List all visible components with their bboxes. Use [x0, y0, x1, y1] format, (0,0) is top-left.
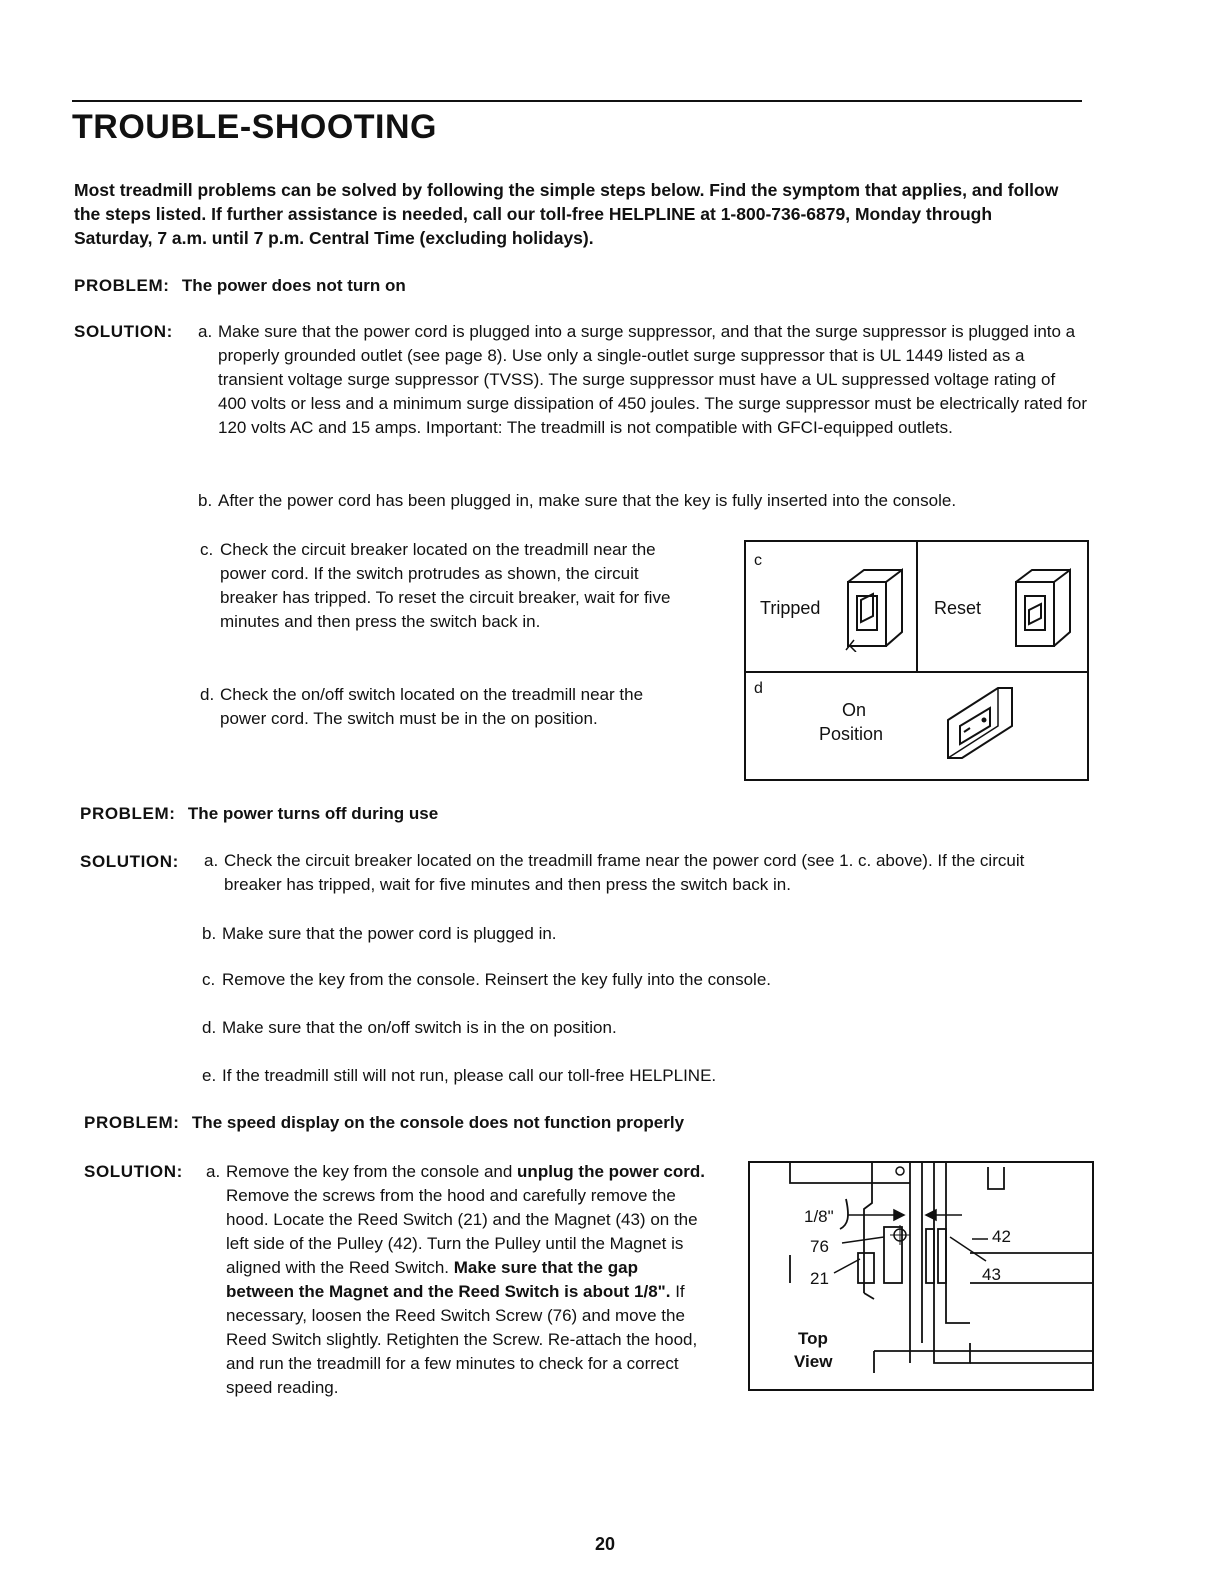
- top-view-label-2: View: [794, 1352, 833, 1371]
- problem-1-heading: [74, 276, 406, 296]
- problem-label: PROBLEM:: [74, 276, 170, 295]
- step-letter: d.: [200, 685, 215, 704]
- solution-3-label: SOLUTION:: [84, 1162, 183, 1181]
- problem-2-title: The power turns off during use: [187, 804, 439, 823]
- step-letter: e.: [202, 1066, 217, 1085]
- switch-figure: [744, 540, 1089, 781]
- step-text: Make sure that the power cord is plugged in.: [222, 924, 557, 943]
- problem-1-step-c: [200, 538, 675, 634]
- part-42-label: 42: [992, 1227, 1011, 1246]
- solution-2-label: SOLUTION:: [80, 852, 179, 871]
- reed-switch-figure: [748, 1161, 1094, 1391]
- step-text: Remove the key from the console. Reinsert the key fully into the console.: [222, 970, 771, 989]
- figure-divider-vertical: [916, 542, 918, 672]
- step-letter: a.: [204, 851, 219, 870]
- problem-3-title: The speed display on the console does not function properly: [191, 1113, 685, 1132]
- step-text: Check the circuit breaker located on the treadmill frame near the power cord (see 1. c. above). If the circuit breaker has tripped, wait for five minutes and then press the switch back in.: [224, 851, 1025, 894]
- step-letter: a.: [206, 1162, 221, 1181]
- step-letter: b.: [198, 491, 213, 510]
- step-letter: b.: [202, 924, 217, 943]
- header-rule: [72, 100, 1082, 102]
- step-text: [226, 1160, 706, 1400]
- top-view-label-1: Top: [798, 1329, 828, 1348]
- problem-2-step-c: [202, 968, 1082, 992]
- on-label: On: [842, 700, 867, 720]
- step-letter: a.: [198, 322, 213, 341]
- page-title: TROUBLE-SHOOTING: [72, 108, 437, 146]
- solution-1-label: SOLUTION:: [74, 322, 173, 341]
- intro-paragraph: Most treadmill problems can be solved by following the simple steps below. Find the symptom that applies, and follow the steps listed. If further assistance is needed, call our toll-free HELPLINE at 1-800-736-6879, Monday through Saturday, 7 a.m. until 7 p.m. Central Time (excluding holidays).: [74, 180, 1059, 248]
- step-letter: c.: [200, 540, 214, 559]
- reset-label: Reset: [934, 598, 982, 618]
- problem-1-step-d: [200, 683, 685, 731]
- step-text: Make sure that the on/off switch is in the on position.: [222, 1018, 617, 1037]
- problem-2-heading: [80, 804, 438, 824]
- problem-3-step-a: [206, 1160, 706, 1400]
- problem-1-step-b: [198, 489, 1088, 513]
- step-text: If the treadmill still will not run, please call our toll-free HELPLINE.: [222, 1066, 717, 1085]
- on-off-switch-icon: [942, 682, 1018, 764]
- problem-2-step-d: [202, 1016, 1082, 1040]
- problem-2-step-a: [204, 849, 1084, 897]
- step-text: Check the on/off switch located on the treadmill near the power cord. The switch must be in the on position.: [220, 685, 644, 728]
- page-number: 20: [594, 1534, 616, 1554]
- problem-label: PROBLEM:: [80, 804, 176, 823]
- reset-switch-icon: [1010, 566, 1076, 652]
- tripped-label: Tripped: [760, 598, 821, 618]
- problem-1-title: The power does not turn on: [181, 276, 406, 295]
- part-43-label: 43: [982, 1265, 1001, 1284]
- step-text: Check the circuit breaker located on the treadmill near the power cord. If the switch protrudes as shown, the circuit breaker has tripped. To reset the circuit breaker, wait for five minutes and then press the switch back in.: [220, 540, 671, 631]
- problem-1-step-a: [198, 320, 1088, 440]
- step-letter: c.: [202, 970, 216, 989]
- part-21-label: 21: [810, 1269, 829, 1288]
- problem-2-step-e: [202, 1064, 1082, 1088]
- problem-label: PROBLEM:: [84, 1113, 180, 1132]
- step-text-bold: Make sure that the gap between the Magnet and the Reed Switch is about 1/8".: [226, 1258, 671, 1301]
- step-letter: d.: [202, 1018, 217, 1037]
- position-label: Position: [819, 724, 884, 744]
- step-text-part: If necessary, loosen the Reed Switch Screw (76) and move the Reed Switch slightly. Retighten the Screw. Re-attach the hood, and run the treadmill for a few minutes to check for a correct speed reading.: [226, 1282, 698, 1397]
- gap-label: 1/8": [804, 1207, 834, 1226]
- problem-3-heading: [84, 1113, 684, 1133]
- step-text-bold: unplug the power cord.: [517, 1162, 705, 1181]
- step-text-part: Remove the screws from the hood and carefully remove the hood. Locate the Reed Switch (21) and the Magnet (43) on the left side of the Pulley (42). Turn the Pulley until the Magnet is aligned with the Reed Switch.: [226, 1186, 698, 1277]
- step-text: Make sure that the power cord is plugged into a surge suppressor, and that the surge suppressor is plugged into a properly grounded outlet (see page 8). Use only a single-outlet surge suppressor that is UL 1449 listed as a transient voltage surge suppressor (TVSS). The surge suppressor must have a UL suppressed voltage rating of 400 volts or less and a minimum surge dissipation of 450 joules. The surge suppressor must be electrically rated for 120 volts AC and 15 amps. Important: The treadmill is not compatible with GFCI-equipped outlets.: [218, 322, 1088, 437]
- figure-label-d: d: [754, 680, 763, 697]
- figure-label-c: c: [754, 552, 762, 569]
- part-76-label: 76: [810, 1237, 829, 1256]
- tripped-switch-icon: [842, 566, 908, 652]
- figure-divider-horizontal: [746, 671, 1087, 673]
- problem-2-step-b: [202, 922, 1082, 946]
- step-text-part: Remove the key from the console and: [226, 1162, 518, 1181]
- step-text: After the power cord has been plugged in, make sure that the key is fully inserted into the console.: [218, 491, 957, 510]
